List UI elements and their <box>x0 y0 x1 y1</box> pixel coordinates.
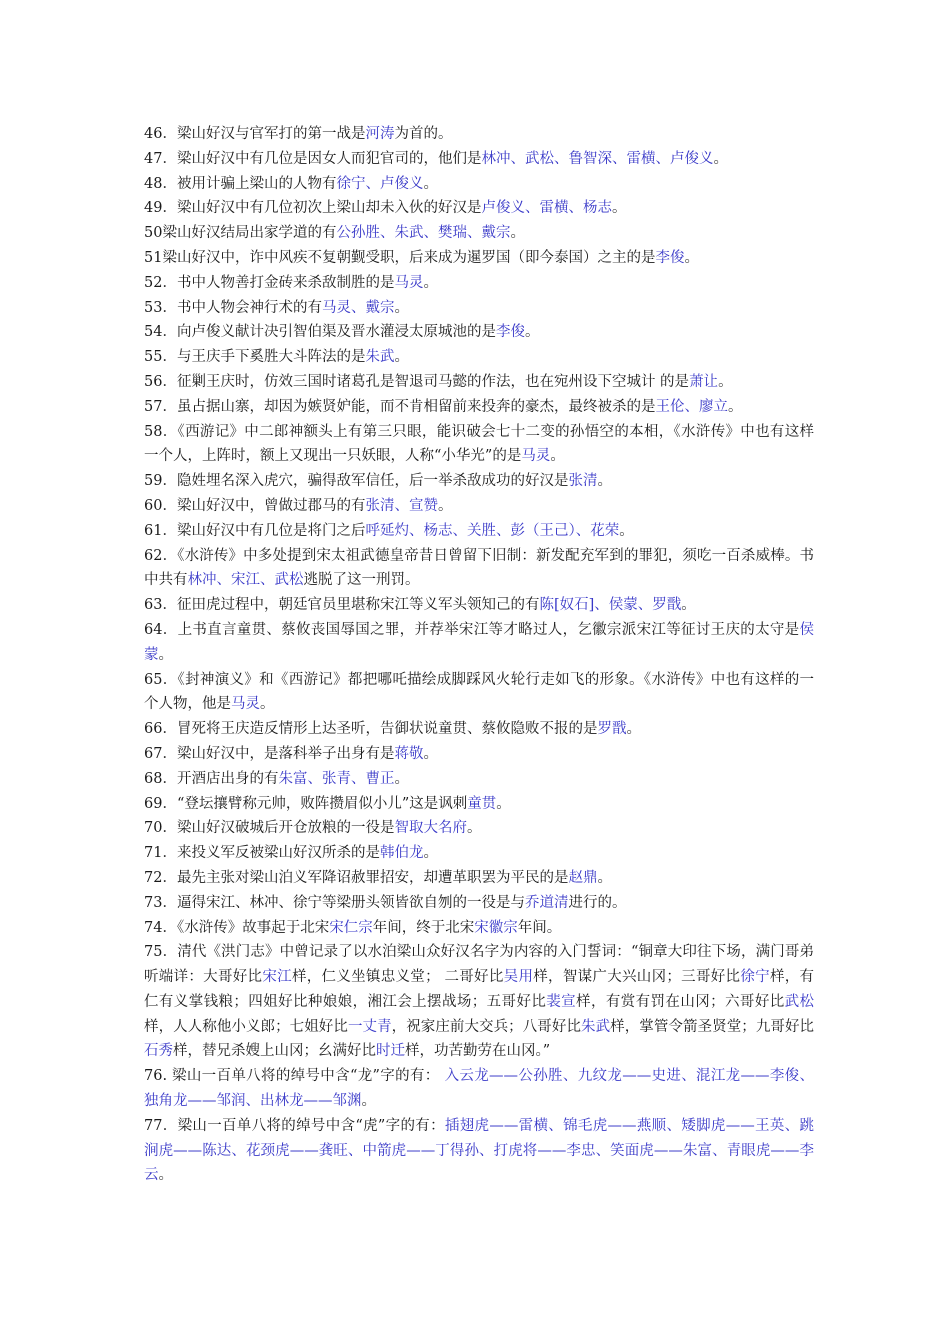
question-text: 。 <box>394 770 409 787</box>
qa-item <box>144 916 814 941</box>
question-text: 74．《水浒传》故事起于北宋 <box>144 919 330 936</box>
question-text: 63．征田虎过程中，朝廷官员里堪称宋江等义军头领知己的有 <box>144 597 540 614</box>
answer-text: 张清、宣赞 <box>365 497 438 514</box>
question-text: 。 <box>597 869 612 886</box>
qa-item <box>144 494 814 519</box>
answer-text: 插翅虎——雷横、锦毛虎——燕顺、矮脚虎——王英、跳涧虎——陈达、花颈虎——龚旺、中箭虎——丁得孙、打虎将——李忠、笑面虎——朱富、青眼虎——李云 <box>144 1117 814 1184</box>
question-text: 。 <box>524 324 540 341</box>
answer-text: 马灵、戴宗 <box>321 299 395 316</box>
qa-item <box>144 717 814 742</box>
qa-item <box>144 841 814 866</box>
answer-text: 宋徽宗 <box>474 919 518 936</box>
qa-item <box>144 370 814 395</box>
qa-item <box>144 1114 814 1188</box>
answer-text: 武松 <box>784 993 815 1010</box>
answer-text: 乔道清 <box>524 894 569 911</box>
answer-text: 吴用 <box>503 969 534 986</box>
question-text: 样，人人称他小义郎；七姐好比 <box>144 1018 348 1035</box>
question-text: 。 <box>423 274 438 291</box>
question-text: 51梁山好汉中，诈中风疾不复朝觐受职，后来成为暹罗国（即今泰国）之主的是 <box>144 249 656 266</box>
question-text: 。 <box>619 522 634 539</box>
question-text: 。 <box>611 200 627 217</box>
question-text: 53．书中人物会神行术的有 <box>144 299 322 316</box>
answer-text: 马灵 <box>521 448 551 465</box>
answer-text: 林冲、宋江、武松 <box>187 572 304 589</box>
question-text: 。 <box>158 1167 173 1184</box>
question-text: 49．梁山好汉中有几位初次上梁山却未入伙的好汉是 <box>144 200 482 217</box>
qa-item <box>144 940 814 1064</box>
question-text: 。 <box>597 473 612 490</box>
answer-text: 朱富、张青、曹正 <box>278 770 395 787</box>
question-text: 52．书中人物善打金砖来杀敌制胜的是 <box>144 274 395 291</box>
qa-item <box>144 122 814 147</box>
answer-text: 入云龙——公孙胜、九纹龙——史进、混江龙——李俊、独角龙——邹润、出林龙——邹渊 <box>144 1068 815 1110</box>
answer-text: 朱武 <box>581 1018 611 1035</box>
question-text: 样，替兄杀嫂上山冈；幺满好比 <box>173 1043 376 1060</box>
qa-item <box>144 345 814 370</box>
answer-text: 林冲、武松、鲁智深、雷横、卢俊义 <box>481 150 714 167</box>
qa-item <box>144 742 814 767</box>
question-text: 69．“登坛攘臂称元帅，败阵攒眉似小儿”这是讽刺 <box>144 795 468 812</box>
question-text: 64．上书直言童贯、蔡攸丧国辱国之罪，并荐举宋江等才略过人，乞徽宗派宋江等征讨王庆的太守是 <box>144 621 800 638</box>
question-text: 46．梁山好汉与官军打的第一战是 <box>144 126 366 142</box>
question-text: 75．清代《洪门志》中曾记录了以水泊梁山众好汉名字为内容的入门誓词：“铜章大印往下场，满门哥弟听端详：大哥好比 <box>144 944 814 986</box>
qa-item <box>144 395 814 420</box>
question-text: 。 <box>394 349 409 366</box>
qa-item <box>144 767 814 792</box>
question-text: 逃脱了这一刑罚。 <box>303 572 420 589</box>
answer-text: 裴宣 <box>546 993 577 1010</box>
question-text: 样，功苦勤劳在山冈。” <box>405 1043 551 1060</box>
answer-text: 陈[奴石]、侯蒙、罗戬 <box>539 597 682 614</box>
qa-item <box>144 519 814 544</box>
question-text: 56．征剿王庆时，仿效三国时诸葛孔是智退司马懿的作法，也在宛州设下空城计 的是 <box>144 373 690 390</box>
qa-item <box>144 866 814 891</box>
question-text: 。 <box>718 373 733 390</box>
question-text: 60．梁山好汉中，曾做过郡马的有 <box>144 497 366 514</box>
question-text: 样，有仁有义掌钱粮；四姐好比种娘娘，湘江会上摆战场；五哥好比 <box>144 969 815 1010</box>
question-text: 58．《西游记》中二郎神额头上有第三只眼，能识破会七十二变的孙悟空的本相，《水浒传》中也有这样一个人，上阵时，额上又现出一只妖眼，人称“小华光”的是 <box>144 423 814 465</box>
answer-text: 马灵 <box>394 274 424 291</box>
document-page <box>144 122 814 1188</box>
answer-text: 韩伯龙 <box>379 845 424 862</box>
question-text: 77．梁山一百单八将的绰号中含“虎”字的有： <box>144 1117 445 1134</box>
answer-text: 宋江 <box>262 969 292 986</box>
qa-item <box>144 891 814 916</box>
question-text: 。 <box>713 150 728 167</box>
qa-item <box>144 196 814 221</box>
qa-item <box>144 296 814 321</box>
question-text: 62．《水浒传》中多处提到宋太祖武德皇帝昔日曾留下旧制：新发配充军到的罪犯，须吃一百杀威棒。书中共有 <box>144 547 814 589</box>
qa-list <box>144 122 814 1188</box>
question-text: 55．与王庆手下奚胜大斗阵法的是 <box>144 349 366 366</box>
question-text: 。 <box>423 175 438 192</box>
qa-item <box>144 618 814 668</box>
qa-item <box>144 320 814 345</box>
qa-item <box>144 816 814 841</box>
qa-item <box>144 668 814 718</box>
answer-text: 罗戬 <box>597 721 627 738</box>
question-text: 54．向卢俊义献计决引智伯渠及晋水灌浸太原城池的是 <box>144 324 496 341</box>
question-text: 73．逼得宋江、林冲、徐宁等梁册头领皆欲自刎的一役是与 <box>144 894 525 911</box>
qa-item <box>144 792 814 817</box>
qa-item <box>144 593 814 618</box>
answer-text: 智取大名府 <box>394 820 467 837</box>
answer-text: 萧让 <box>689 373 719 390</box>
question-text: 65．《封神演义》和《西游记》都把哪吒描绘成脚踩风火轮行走如飞的形象。《水浒传》中也有这样的一个人物，他是 <box>144 671 814 713</box>
question-text: 。 <box>361 1093 376 1110</box>
answer-text: 童贯 <box>467 795 497 812</box>
question-text: 。 <box>466 820 482 837</box>
question-text: 67．梁山好汉中，是落科举子出身有是 <box>144 745 395 762</box>
question-text: 70．梁山好汉破城后开仓放粮的一役是 <box>144 820 395 837</box>
answer-text: 朱武 <box>365 349 395 366</box>
question-text: 年间。 <box>517 919 562 936</box>
question-text: 。 <box>510 225 525 242</box>
answer-text: 一丈青 <box>347 1018 392 1035</box>
question-text: 样，仁义坐镇忠义堂； 二哥好比 <box>291 969 504 986</box>
question-text: 68．开酒店出身的有 <box>144 770 279 787</box>
question-text: 年间，终于北宋 <box>372 919 475 936</box>
question-text: 。 <box>496 795 511 812</box>
question-text: 样，掌管令箭圣贤堂；九哥好比 <box>610 1018 815 1035</box>
question-text: 。 <box>626 721 641 738</box>
answer-text: 石秀 <box>144 1043 173 1060</box>
question-text: 进行的。 <box>568 894 627 911</box>
question-text: 样，智谋广大兴山冈；三哥好比 <box>533 969 741 986</box>
question-text: 71．来投义军反被梁山好汉所杀的是 <box>144 845 380 862</box>
qa-item <box>144 147 814 172</box>
question-text: 。 <box>423 745 438 762</box>
question-text: 。 <box>550 448 565 465</box>
qa-item <box>144 420 814 470</box>
answer-text: 呼延灼、杨志、关胜、彭（王己）、花荣 <box>365 522 620 539</box>
question-text: ，祝家庄前大交兵；八哥好比 <box>391 1018 582 1035</box>
answer-text: 河涛 <box>365 126 395 142</box>
qa-item <box>144 469 814 494</box>
question-text: 57．虽占据山寨，却因为嫉贤妒能，而不肯相留前来投奔的豪杰，最终被杀的是 <box>144 398 656 415</box>
qa-item <box>144 544 814 594</box>
answer-text: 徐宁 <box>740 969 770 986</box>
answer-text: 公孙胜、朱武、樊瑞、戴宗 <box>336 225 511 242</box>
answer-text: 李俊 <box>495 324 525 341</box>
question-text: 。 <box>684 249 699 266</box>
question-text: 。 <box>423 845 438 862</box>
question-text: 样，有赏有罚在山冈；六哥好比 <box>576 993 785 1010</box>
question-text: 。 <box>437 497 453 514</box>
question-text: 66．冒死将王庆造反情形上达圣听，告御状说童贯、蔡攸隐败不报的是 <box>144 721 598 738</box>
answer-text: 张清 <box>568 473 598 490</box>
question-text: 。 <box>727 398 743 415</box>
answer-text: 卢俊义、雷横、杨志 <box>481 200 612 217</box>
answer-text: 宋仁宗 <box>329 919 373 936</box>
answer-text: 王伦、廖立 <box>655 398 728 415</box>
question-text: 48．被用计骗上梁山的人物有 <box>144 175 337 192</box>
answer-text: 徐宁、卢俊义 <box>336 175 424 192</box>
answer-text: 侯蒙 <box>144 621 814 663</box>
qa-item <box>144 271 814 296</box>
answer-text: 李俊 <box>655 249 685 266</box>
question-text: 。 <box>260 696 275 713</box>
question-text: 。 <box>158 646 173 663</box>
question-text: 59．隐姓埋名深入虎穴，骗得敌军信任，后一举杀敌成功的好汉是 <box>144 473 569 490</box>
qa-item <box>144 246 814 271</box>
answer-text: 赵鼎 <box>568 869 598 886</box>
answer-text: 马灵 <box>231 696 260 713</box>
answer-text: 蒋敬 <box>394 745 424 762</box>
question-text: 47．梁山好汉中有几位是因女人而犯官司的，他们是 <box>144 150 482 167</box>
question-text: 。 <box>681 597 696 614</box>
answer-text: 时迁 <box>376 1043 405 1060</box>
question-text: 50梁山好汉结局出家学道的有 <box>144 225 337 242</box>
question-text: 76. 梁山一百单八将的绰号中含“龙”字的有： <box>144 1068 445 1085</box>
question-text: 。 <box>394 299 409 316</box>
qa-item <box>144 172 814 197</box>
question-text: 为首的。 <box>394 126 453 142</box>
qa-item <box>144 1064 814 1114</box>
question-text: 72．最先主张对梁山泊义军降诏赦罪招安，却遭革职罢为平民的是 <box>144 869 569 886</box>
qa-item <box>144 221 814 246</box>
question-text: 61．梁山好汉中有几位是将门之后 <box>144 522 366 539</box>
